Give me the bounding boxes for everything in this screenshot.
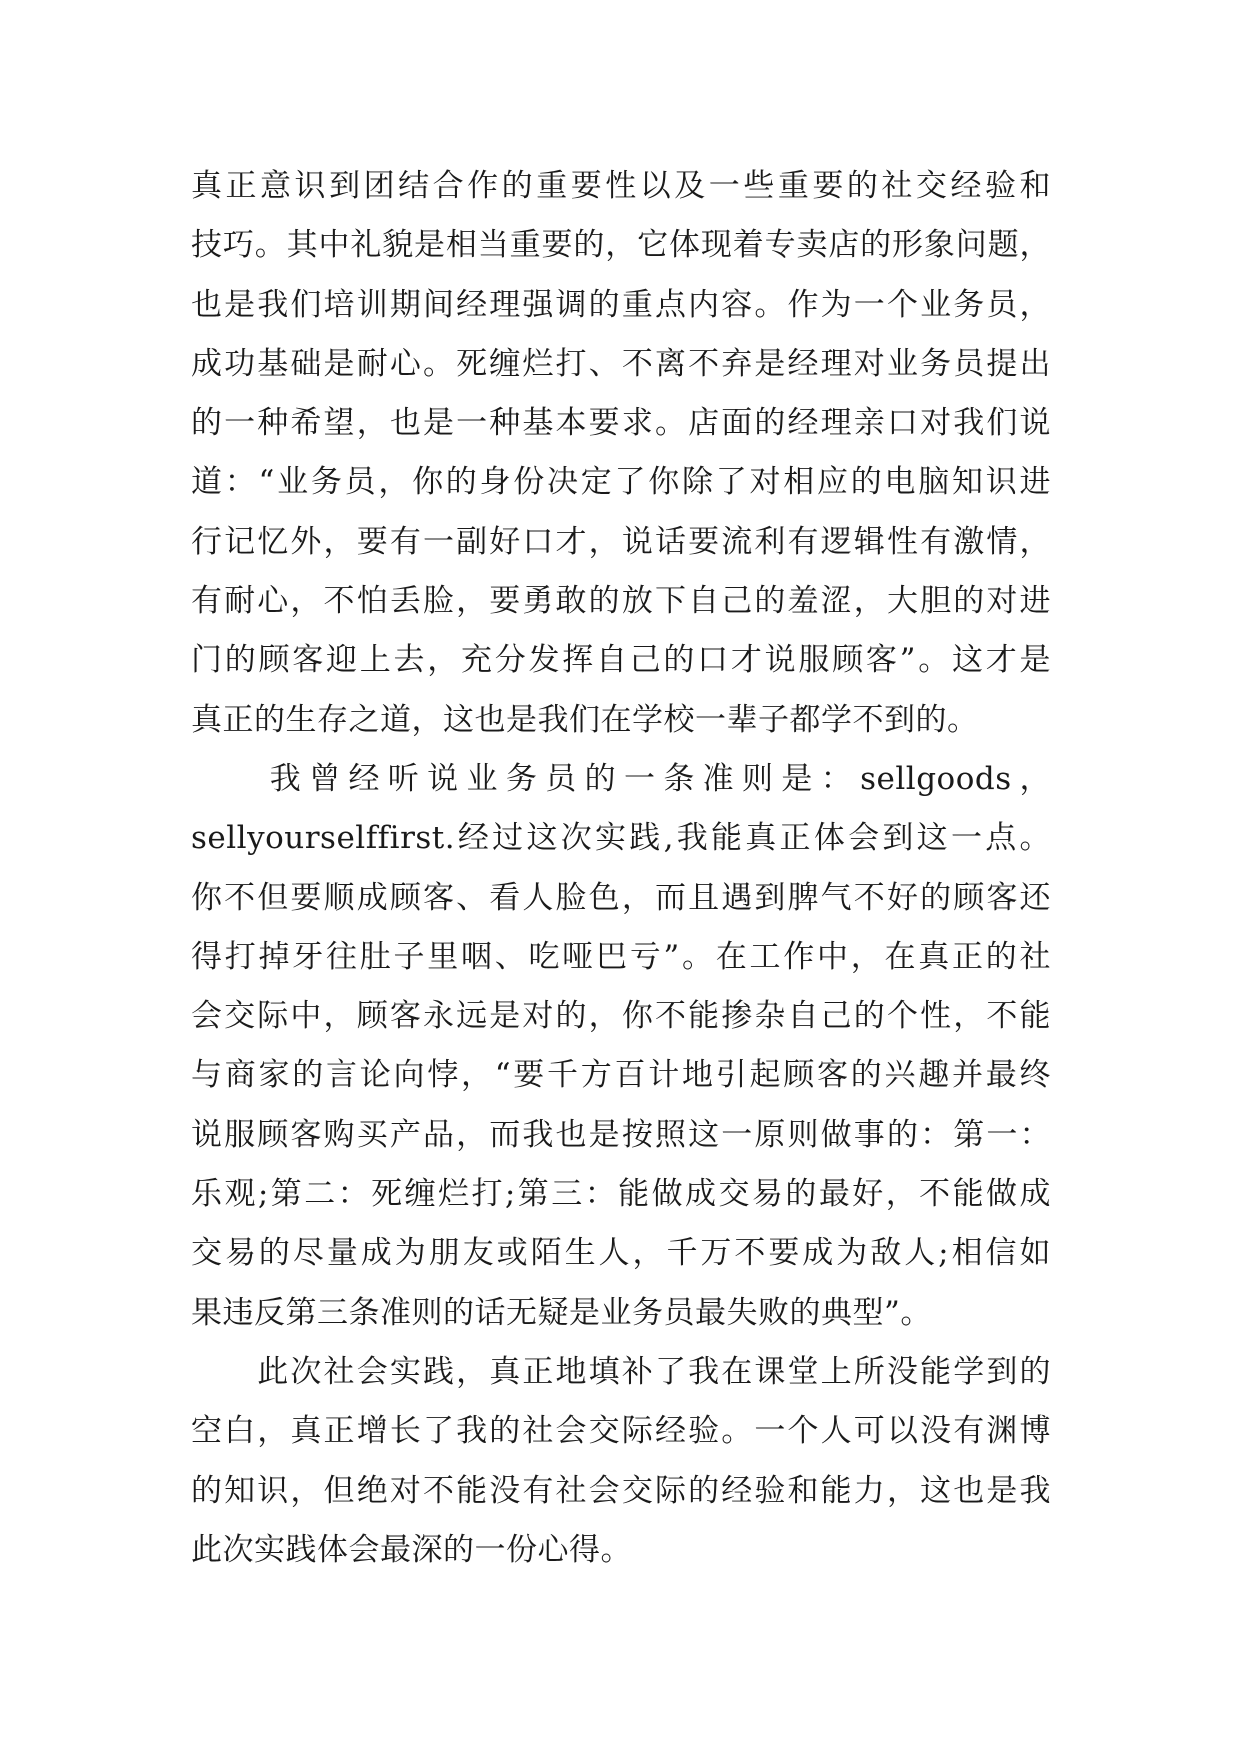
text-line: 得打掉牙往肚子里咽、吃哑巴亏”。在工作中，在真正的社	[191, 938, 1051, 975]
text-line: 技巧。其中礼貌是相当重要的，它体现着专卖店的形象问题，	[191, 227, 1051, 264]
text-line: 空白，真正增长了我的社会交际经验。一个人可以没有渊博	[191, 1413, 1051, 1450]
text-line: 道：“业务员，你的身份决定了你除了对相应的电脑知识进	[191, 464, 1051, 501]
text-line: sellyourselffirst.经过这次实践,我能真正体会到这一点。	[191, 820, 1051, 857]
text-line: 真正意识到团结合作的重要性以及一些重要的社交经验和	[191, 168, 1051, 204]
text-line: 的一种希望，也是一种基本要求。店面的经理亲口对我们说	[191, 405, 1051, 442]
text-line: 也是我们培训期间经理强调的重点内容。作为一个业务员，	[191, 286, 1051, 323]
text-line: 乐观;第二：死缠烂打;第三：能做成交易的最好，不能做成	[191, 1176, 1051, 1213]
text-line: 我曾经听说业务员的一条准则是：sellgoods，	[191, 760, 1051, 797]
text-line: 有耐心，不怕丢脸，要勇敢的放下自己的羞涩，大胆的对进	[191, 583, 1051, 620]
text-line: 交易的尽量成为朋友或陌生人，千万不要成为敌人;相信如	[191, 1235, 1051, 1272]
text-line: 门的顾客迎上去，充分发挥自己的口才说服顾客”。这才是	[191, 642, 1051, 679]
text-line: 的知识，但绝对不能没有社会交际的经验和能力，这也是我	[191, 1472, 1051, 1509]
text-line: 你不但要顺成顾客、看人脸色，而且遇到脾气不好的顾客还	[191, 879, 1051, 916]
text-line: 行记忆外，要有一副好口才，说话要流利有逻辑性有激情，	[191, 523, 1051, 560]
text-line: 说服顾客购买产品，而我也是按照这一原则做事的：第一：	[191, 1116, 1051, 1153]
text-line: 果违反第三条准则的话无疑是业务员最失败的典型”。	[191, 1294, 932, 1331]
text-line: 真正的生存之道，这也是我们在学校一辈子都学不到的。	[191, 701, 979, 738]
text-line: 成功基础是耐心。死缠烂打、不离不弃是经理对业务员提出	[191, 345, 1051, 382]
document-body	[191, 157, 1051, 1580]
text-line: 此次社会实践，真正地填补了我在课堂上所没能学到的	[191, 1353, 1051, 1390]
text-line: 此次实践体会最深的一份心得。	[191, 1531, 632, 1568]
text-line: 与商家的言论向悖，“要千方百计地引起顾客的兴趣并最终	[191, 1057, 1051, 1094]
text-line: 会交际中，顾客永远是对的，你不能掺杂自己的个性，不能	[191, 998, 1051, 1035]
